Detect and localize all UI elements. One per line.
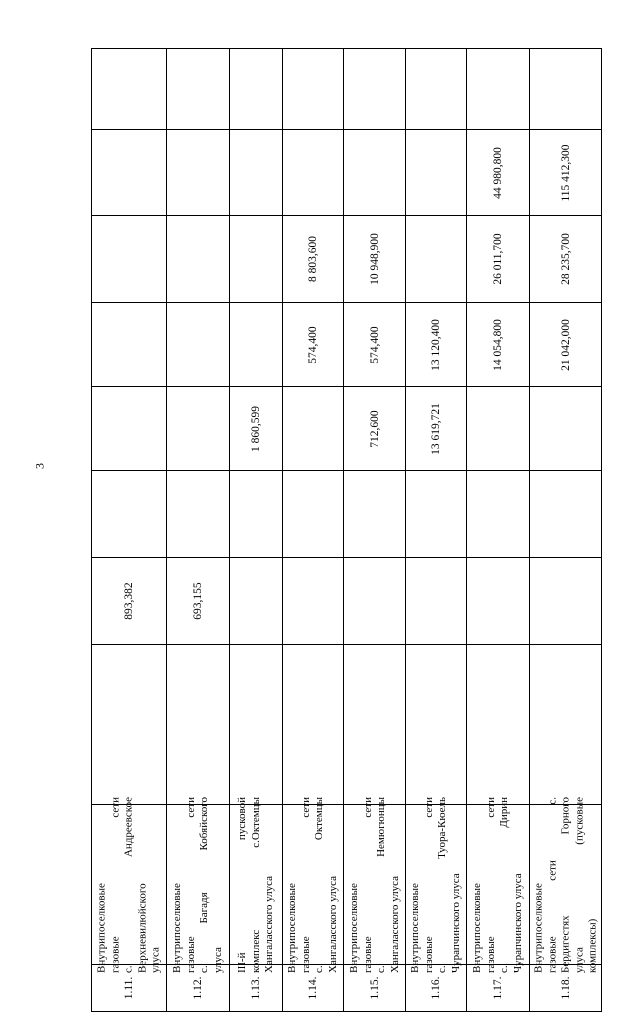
value-text: 44 980,800	[491, 146, 504, 199]
description-line: Чурапчинского улуса	[511, 872, 524, 973]
description-line: с. Немюгюнцы	[374, 796, 387, 973]
description-line: улуса	[211, 946, 224, 973]
value-cell	[166, 49, 229, 130]
value-cell	[405, 49, 466, 130]
description-line: Внутрипоселковые	[286, 882, 299, 973]
value-column-row	[92, 645, 602, 805]
value-cell	[405, 471, 466, 558]
value-cell	[282, 49, 344, 130]
object-description	[235, 797, 276, 973]
item-number-cell	[166, 965, 229, 1012]
description-line: Хангаласского улуса	[326, 875, 339, 973]
value-cell	[166, 216, 229, 303]
value-cell	[166, 387, 229, 471]
description-line: III-й пусковой	[235, 796, 248, 973]
value-cell	[344, 387, 406, 471]
value-cell	[466, 303, 530, 387]
value-text: 28 235,700	[559, 233, 572, 285]
item-number: 1.18.	[559, 976, 572, 1000]
value-cell	[282, 558, 344, 645]
description-line: газовые сети	[184, 796, 197, 973]
description-cell	[282, 796, 344, 973]
object-description	[409, 797, 463, 973]
value-text: 693,155	[191, 582, 204, 620]
item-number: 1.14.	[307, 976, 320, 1000]
value-cell	[166, 130, 229, 216]
description-line: улуса	[149, 946, 162, 973]
value-cell	[405, 216, 466, 303]
value-cell	[530, 471, 602, 558]
object-description	[95, 797, 163, 973]
description-line: улуса (пусковые	[572, 796, 585, 973]
description-line: Бердигестях Горного	[558, 796, 571, 973]
description-cell	[229, 796, 282, 973]
value-cell	[229, 471, 282, 558]
description-line: с. Туора-Кюель	[435, 796, 448, 973]
value-column-row	[92, 558, 602, 645]
value-cell	[282, 387, 344, 471]
value-cell	[229, 387, 282, 471]
value-cell	[92, 216, 167, 303]
value-text: 1 860,599	[249, 405, 262, 452]
item-number-cell	[530, 965, 602, 1012]
value-cell	[530, 130, 602, 216]
gas-network-table	[91, 48, 602, 1012]
item-number: 1.16.	[429, 976, 442, 1000]
value-cell	[466, 130, 530, 216]
description-line: Внутрипоселковые	[170, 882, 183, 973]
description-cell	[92, 796, 167, 973]
description-line: комплексы)	[585, 918, 598, 973]
value-cell	[466, 49, 530, 130]
value-cell	[92, 130, 167, 216]
description-line: с. Дирин	[497, 796, 510, 973]
item-number: 1.12.	[191, 976, 204, 1000]
value-cell	[229, 216, 282, 303]
item-number-cell	[405, 965, 466, 1012]
value-cell	[344, 130, 406, 216]
value-text: 10 948,900	[368, 233, 381, 285]
value-column-row	[92, 387, 602, 471]
value-cell	[92, 387, 167, 471]
value-column-row	[92, 471, 602, 558]
item-number: 1.17.	[491, 976, 504, 1000]
description-line: газовые сети	[484, 796, 497, 973]
value-cell	[229, 645, 282, 805]
value-cell	[229, 303, 282, 387]
description-row	[92, 805, 602, 965]
description-cell	[405, 796, 466, 973]
page-number: 3	[32, 463, 47, 469]
value-cell	[344, 471, 406, 558]
value-cell	[166, 303, 229, 387]
value-cell	[466, 558, 530, 645]
description-line: Внутрипоселковые	[408, 882, 421, 973]
object-description	[471, 797, 525, 973]
item-number-row	[92, 965, 602, 1012]
value-cell	[344, 49, 406, 130]
value-column-row	[92, 216, 602, 303]
value-cell	[405, 558, 466, 645]
value-cell	[344, 303, 406, 387]
description-line: газовые сети	[299, 796, 312, 973]
value-cell	[92, 49, 167, 130]
value-cell	[92, 558, 167, 645]
description-line: Верхневилюйского	[135, 882, 148, 973]
description-line: комплекс с.Октемцы	[248, 796, 261, 973]
value-cell	[405, 303, 466, 387]
value-cell	[405, 645, 466, 805]
value-text: 574,400	[368, 325, 381, 364]
description-cell	[530, 796, 602, 973]
description-cell	[166, 796, 229, 973]
value-text: 26 011,700	[491, 233, 504, 285]
description-cell	[344, 796, 406, 973]
item-number-cell	[282, 965, 344, 1012]
item-number-cell	[466, 965, 530, 1012]
description-line: Внутрипоселковые	[95, 882, 108, 973]
description-cell	[466, 796, 530, 973]
value-cell	[229, 49, 282, 130]
value-cell	[282, 303, 344, 387]
value-text: 712,600	[368, 409, 381, 448]
item-number-cell	[92, 965, 167, 1012]
value-column-row	[92, 303, 602, 387]
value-cell	[166, 558, 229, 645]
value-cell	[344, 216, 406, 303]
value-cell	[282, 216, 344, 303]
description-line: Внутрипоселковые	[531, 882, 544, 973]
value-cell	[344, 558, 406, 645]
value-cell	[92, 471, 167, 558]
value-text: 574,400	[307, 325, 320, 364]
object-description	[171, 797, 225, 973]
description-line: с. Андреевское	[122, 796, 135, 973]
value-cell	[166, 471, 229, 558]
value-cell	[282, 471, 344, 558]
value-cell	[530, 49, 602, 130]
value-cell	[92, 645, 167, 805]
value-cell	[466, 471, 530, 558]
value-text: 13 619,721	[429, 402, 442, 455]
value-cell	[466, 645, 530, 805]
description-line: Внутрипоселковые	[470, 882, 483, 973]
item-number: 1.11.	[122, 976, 135, 1000]
description-line: с. Октемцы	[313, 796, 326, 973]
value-text: 13 120,400	[429, 318, 442, 371]
item-number-cell	[344, 965, 406, 1012]
value-cell	[282, 130, 344, 216]
object-description	[532, 797, 600, 973]
value-column-row	[92, 49, 602, 130]
description-line: Хангаласского улуса	[388, 875, 401, 973]
description-line: Внутрипоселковые	[347, 882, 360, 973]
object-description	[286, 797, 340, 973]
value-cell	[530, 645, 602, 805]
value-cell	[229, 558, 282, 645]
description-line: газовые сети	[108, 796, 121, 973]
value-cell	[530, 303, 602, 387]
value-cell	[344, 645, 406, 805]
item-number-cell	[229, 965, 282, 1012]
description-line: газовые сети	[422, 796, 435, 973]
value-text: 21 042,000	[559, 318, 572, 371]
value-cell	[466, 216, 530, 303]
value-text: 14 054,800	[491, 318, 504, 371]
description-line: Хангаласского улуса	[262, 875, 275, 973]
value-text: 893,382	[122, 582, 135, 620]
value-cell	[530, 387, 602, 471]
item-number: 1.15.	[368, 976, 381, 1000]
value-cell	[282, 645, 344, 805]
value-cell	[466, 387, 530, 471]
description-line: Чурапчинского улуса	[449, 872, 462, 973]
value-cell	[530, 216, 602, 303]
value-cell	[405, 130, 466, 216]
description-line: газовые сети с.	[545, 796, 558, 973]
value-column-row	[92, 130, 602, 216]
value-cell	[92, 303, 167, 387]
description-line: газовые сети	[361, 796, 374, 973]
value-cell	[166, 645, 229, 805]
value-cell	[530, 558, 602, 645]
value-cell	[405, 387, 466, 471]
value-text: 115 412,300	[559, 143, 572, 202]
object-description	[348, 797, 402, 973]
value-cell	[229, 130, 282, 216]
value-text: 8 803,600	[307, 236, 320, 282]
item-number: 1.13.	[249, 976, 262, 1000]
description-line: с. Багадя Кобяйского	[197, 796, 210, 973]
